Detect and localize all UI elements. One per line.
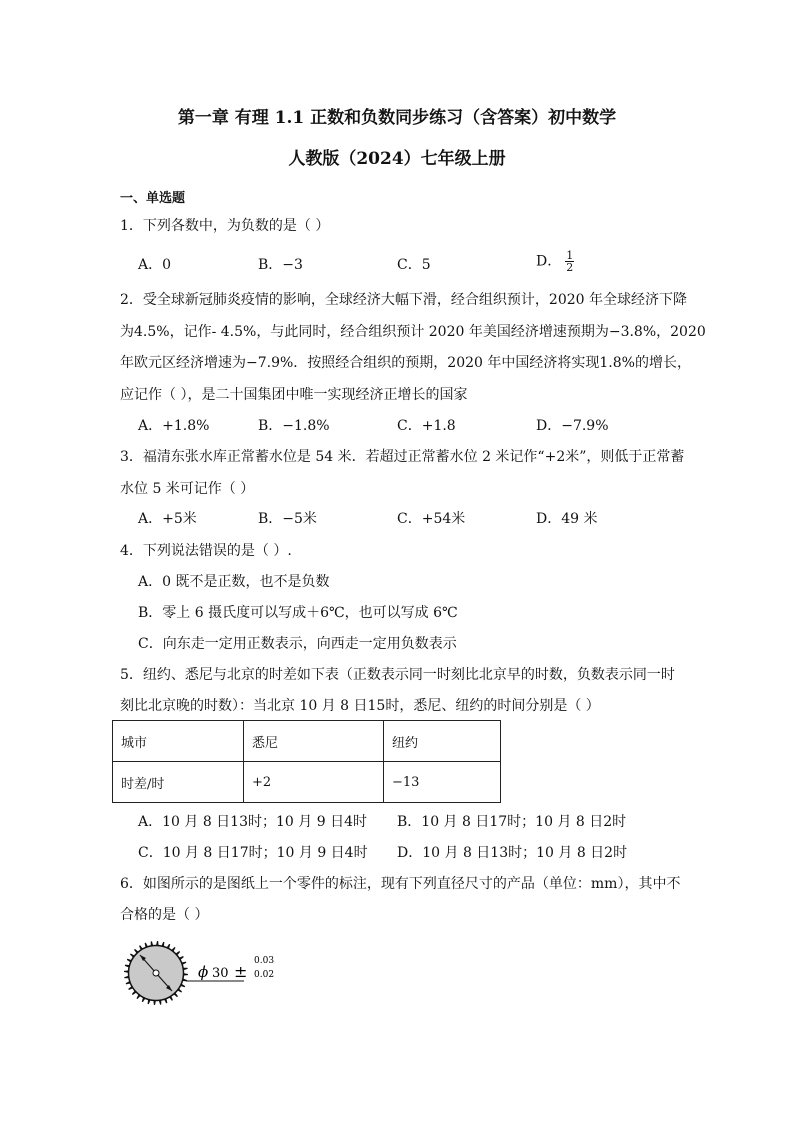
time-difference-table bbox=[112, 720, 501, 803]
fraction bbox=[565, 250, 574, 273]
q4-option-b: B．零上 6 摄氏度可以写成＋6℃，也可以写成 6℃ bbox=[138, 605, 458, 621]
q4-option-c: C．向东走一定用正数表示，向西走一定用负数表示 bbox=[138, 636, 457, 652]
q3-option-c: C．+54米 bbox=[397, 511, 466, 527]
question-3-line-2: 水位 5 米可记作（ ） bbox=[120, 481, 255, 497]
q1-option-d-label: D． bbox=[536, 253, 562, 270]
table-cell: +2 bbox=[244, 762, 384, 803]
q2-option-a: A．+1.8% bbox=[138, 418, 210, 434]
q1-option-c: C．5 bbox=[397, 257, 431, 273]
question-5-line-1: 5．纽约、悉尼与北京的时差如下表（正数表示同一时刻比北京早的时数，负数表示同一时 bbox=[120, 667, 675, 683]
q1-option-a: A．0 bbox=[138, 257, 172, 273]
question-2-line-3: 年欧元区经济增速为−7.9%．按照经合组织的预期，2020 年中国经济将实现1.8%的增长， bbox=[120, 355, 691, 371]
lower-tolerance: 0.02 bbox=[254, 970, 275, 980]
fraction-denominator: 2 bbox=[566, 261, 574, 274]
question-4-stem: 4．下列说法错误的是（ ）. bbox=[120, 543, 292, 559]
fraction-numerator: 1 bbox=[566, 249, 574, 262]
q2-option-c: C．+1.8 bbox=[397, 418, 456, 434]
page-subtitle: 人教版（2024）七年级上册 bbox=[288, 149, 506, 169]
q1-option-d bbox=[536, 250, 574, 273]
question-6-line-2: 合格的是（ ） bbox=[120, 907, 209, 923]
question-2-line-1: 2．受全球新冠肺炎疫情的影响，全球经济大幅下滑，经合组织预计，2020 年全球经济下降 bbox=[120, 292, 687, 308]
question-1-stem: 1．下列各数中，为负数的是（ ） bbox=[120, 218, 330, 234]
question-3-line-1: 3．福清东张水库正常蓄水位是 54 米．若超过正常蓄水位 2 米记作“+2米”，则低于正常蓄 bbox=[120, 449, 685, 465]
question-6-line-1: 6．如图所示的是图纸上一个零件的标注，现有下列直径尺寸的产品（单位：mm），其中不 bbox=[120, 876, 681, 892]
q5-option-d: D．10 月 8 日13时；10 月 8 日2时 bbox=[397, 845, 628, 861]
q2-option-d: D．−7.9% bbox=[536, 418, 609, 434]
q2-option-b: B．−1.8% bbox=[258, 418, 330, 434]
table-cell: 纽约 bbox=[384, 721, 501, 762]
question-2-line-2: 为4.5%，记作- 4.5%，与此同时，经合组织预计 2020 年美国经济增速预期为−3.8%，2020 bbox=[120, 324, 706, 340]
q3-option-b: B．−5米 bbox=[258, 511, 317, 527]
q5-option-b: B．10 月 8 日17时；10 月 8 日2时 bbox=[397, 814, 627, 830]
page-title: 第一章 有理 1.1 正数和负数同步练习（含答案）初中数学 bbox=[177, 108, 617, 128]
table-cell: 时差/时 bbox=[113, 762, 244, 803]
gear-center-hole bbox=[153, 970, 159, 976]
nominal-diameter: 30 bbox=[212, 966, 229, 981]
upper-tolerance: 0.03 bbox=[254, 956, 275, 966]
q1-option-b: B．−3 bbox=[258, 257, 303, 273]
table-cell: 悉尼 bbox=[244, 721, 384, 762]
part-diameter-figure bbox=[120, 937, 290, 1009]
question-5-line-2: 刻比北京晚的时数）：当北京 10 月 8 日15时，悉尼、纽约的时间分别是（ ） bbox=[120, 698, 600, 714]
q3-option-d: D．49 米 bbox=[536, 511, 598, 527]
question-2-line-4: 应记作（ ），是二十国集团中唯一实现经济正增长的国家 bbox=[120, 387, 468, 403]
q5-option-a: A．10 月 8 日13时；10 月 9 日4时 bbox=[138, 814, 367, 830]
q5-option-c: C．10 月 8 日17时；10 月 9 日4时 bbox=[138, 845, 368, 861]
table-row bbox=[113, 762, 501, 803]
table-cell: −13 bbox=[384, 762, 501, 803]
section-heading: 一、单选题 bbox=[120, 191, 186, 206]
table-cell: 城市 bbox=[113, 721, 244, 762]
plus-minus-symbol: ± bbox=[234, 962, 248, 981]
phi-symbol: ϕ bbox=[198, 963, 209, 981]
table-row bbox=[113, 721, 501, 762]
q3-option-a: A．+5米 bbox=[138, 511, 197, 527]
q4-option-a: A．0 既不是正数，也不是负数 bbox=[138, 574, 330, 590]
